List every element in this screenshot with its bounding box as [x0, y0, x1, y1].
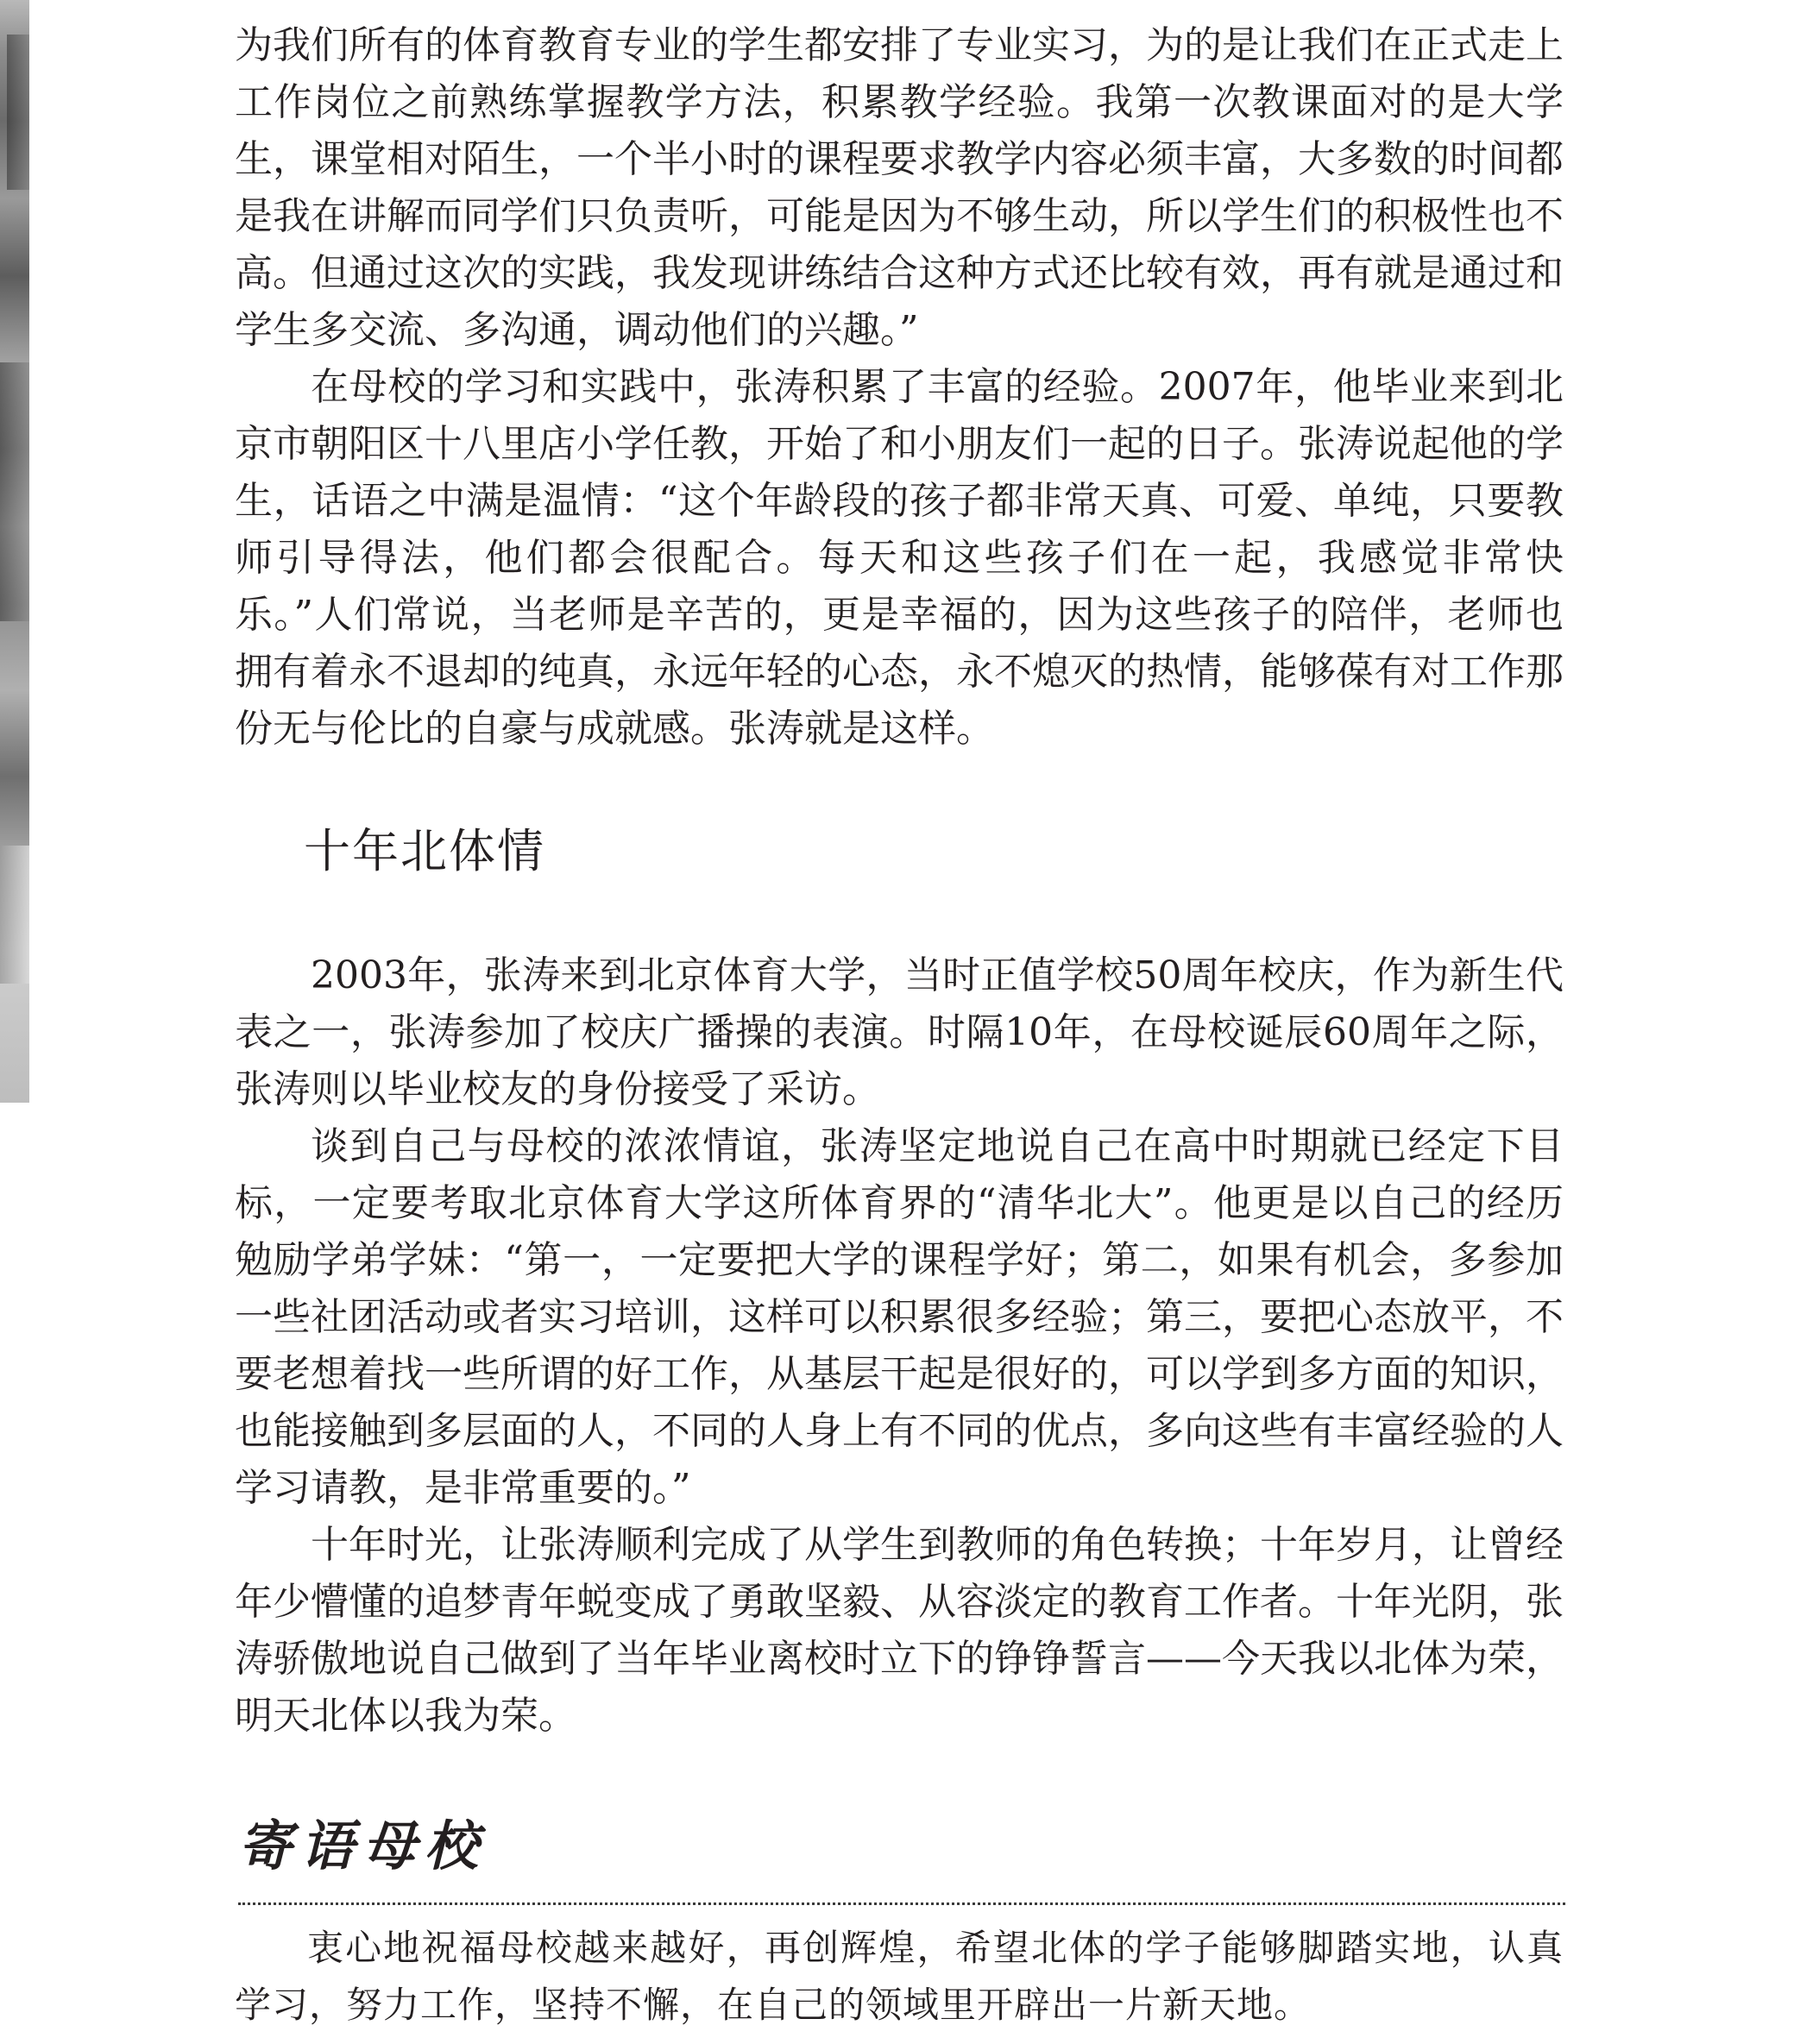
paragraph: 谈到自己与母校的浓浓情谊，张涛坚定地说自己在高中时期就已经定下目标，一定要考取北京体育大学这所体育界的“清华北大”。他更是以自己的经历勉励学弟学妹：“第一，一定要把大学的课程学好；第二，如果有机会，多参加一些社团活动或者实习培训，这样可以积累很多经验；第三，要把心态放平，不要老想着找一些所谓的好工作，从基层干起是很好的，可以学到多方面的知识，也能接触到多层面的人，不同的人身上有不同的优点，多向这些有丰富经验的人学习请教，是非常重要的。” [235, 1124, 1564, 1510]
photo-shade [0, 362, 29, 621]
photo-edge [0, 0, 29, 1103]
paragraph: 在母校的学习和实践中，张涛积累了丰富的经验。2007年，他毕业来到北京市朝阳区十八里店小学任教，开始了和小朋友们一起的日子。张涛说起他的学生，话语之中满是温情：“这个年龄段的孩子都非常天真、可爱、单纯，只要教师引导得法，他们都会很配合。每天和这些孩子们在一起，我感觉非常快乐。”人们常说，当老师是辛苦的，更是幸福的，因为这些孩子的陪伴，老师也拥有着永不退却的纯真，永远年轻的心态，永不熄灭的热情，能够葆有对工作那份无与伦比的自豪与成就感。张涛就是这样。 [235, 365, 1564, 751]
message-body [235, 1920, 1564, 2034]
paragraph: 为我们所有的体育教育专业的学生都安排了专业实习，为的是让我们在正式走上工作岗位之前熟练掌握教学方法，积累教学经验。我第一次教课面对的是大学生，课堂相对陌生，一个半小时的课程要求教学内容必须丰富，大多数的时间都是我在讲解而同学们只负责听，可能是因为不够生动，所以学生们的积极性也不高。但通过这次的实践，我发现讲练结合这种方式还比较有效，再有就是通过和学生多交流、多沟通，调动他们的兴趣。” [235, 23, 1564, 352]
photo-shade [7, 35, 29, 190]
message-heading: 寄语母校 [238, 1814, 488, 1877]
article-section-body [235, 947, 1564, 1745]
article-section-continued [235, 17, 1564, 758]
photo-shade [0, 846, 29, 984]
paragraph: 衷心地祝福母校越来越好，再创辉煌，希望北体的学子能够脚踏实地，认真学习，努力工作，坚持不懈，在自己的领域里开辟出一片新天地。 [235, 1927, 1564, 2026]
dotted-divider [238, 1902, 1565, 1905]
paragraph: 十年时光，让张涛顺利完成了从学生到教师的角色转换；十年岁月，让曾经年少懵懂的追梦青年蜕变成了勇敢坚毅、从容淡定的教育工作者。十年光阴，张涛骄傲地说自己做到了当年毕业离校时立下的铮铮誓言——今天我以北体为荣，明天北体以我为荣。 [235, 1523, 1564, 1738]
paragraph: 2003年，张涛来到北京体育大学，当时正值学校50周年校庆，作为新生代表之一，张涛参加了校庆广播操的表演。时隔10年，在母校诞辰60周年之际，张涛则以毕业校友的身份接受了采访。 [235, 953, 1564, 1111]
section-heading: 十年北体情 [304, 824, 545, 878]
